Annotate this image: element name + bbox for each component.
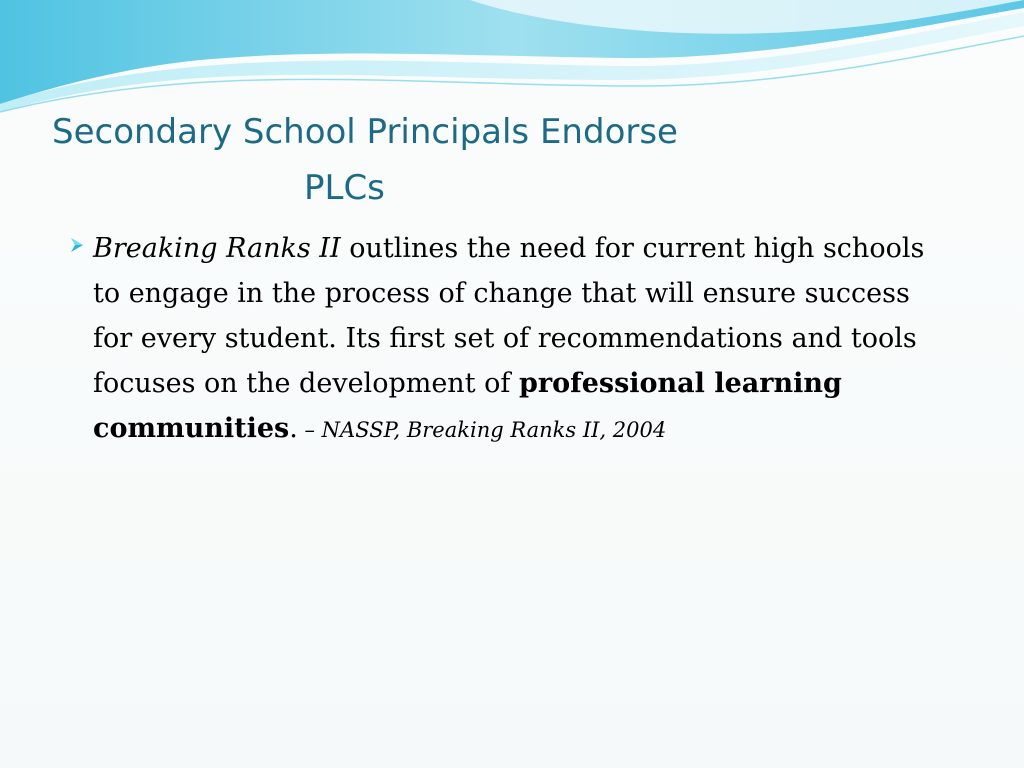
header-wave-graphic [0,0,1024,120]
slide-title-line-1: Secondary School Principals Endorse [52,112,678,152]
emphasis-text: professional learning communities [93,368,842,444]
bullet-item [68,226,948,453]
slide-title-line-2: PLCs [304,168,385,208]
slide-title [52,104,752,216]
book-title: Breaking Ranks II [93,233,341,264]
slide-body [68,226,948,453]
bullet-text [93,226,948,453]
citation-text: – NASSP, Breaking Ranks II, 2004 [297,418,667,442]
sentence-period: . [289,413,298,444]
arrow-bullet-icon [68,236,86,254]
bullet-text-body: outlines the need for current high schools to engage in the process of change that will ensure success for every student. Its first set of recommendations and tools focuses on the development of [93,233,925,399]
